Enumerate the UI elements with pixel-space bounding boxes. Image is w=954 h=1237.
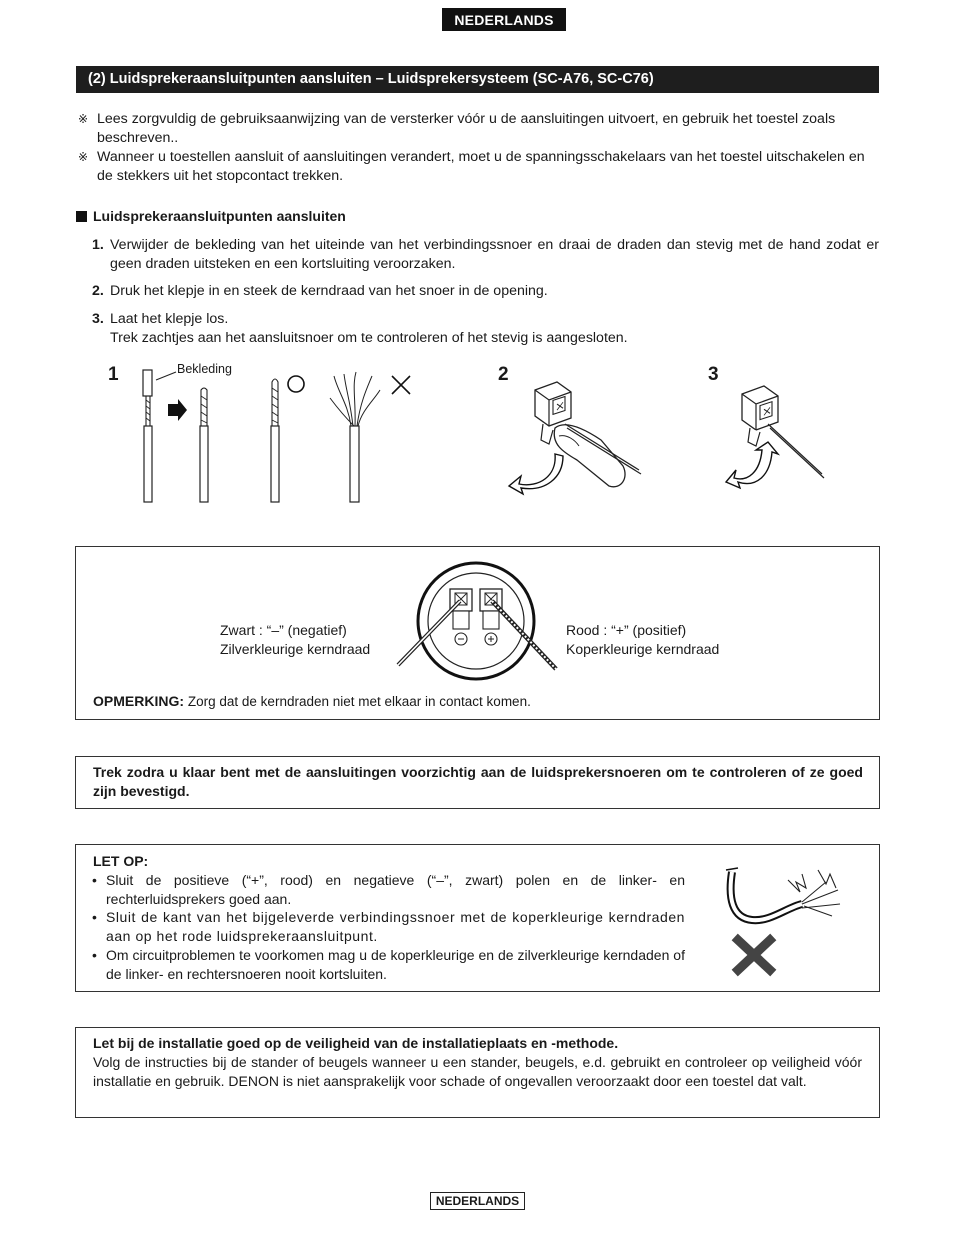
negative-terminal-label: Zwart : “–” (negatief) [220,622,347,638]
note-item [78,148,878,185]
section-title: (2) Luidsprekeraansluitpunten aansluiten – Luidsprekersysteem (SC-A76, SC-C76) [76,66,879,93]
coating-label: Bekleding [177,362,232,376]
release-lever-illustration [728,384,838,496]
caution-item-text: Sluit de positieve (“+”, rood) en negatieve (“–”, zwart) polen en de linker- en rechterluidsprekers goed aan. [106,872,685,907]
step-item [92,282,879,301]
square-bullet-icon [76,211,87,222]
check-connection-box [75,756,880,809]
check-connection-text: Trek zodra u klaar bent met de aansluitingen voorzichtig aan de luidsprekersnoeren om te controleren of ze goed zijn bevestigd. [93,764,863,799]
caution-item [92,908,685,945]
terminal-connection-box [75,546,880,720]
step-text: Laat het klepje los. [110,311,229,327]
figure-3-label: 3 [708,364,719,385]
figure-2-label: 2 [498,364,509,385]
safety-text: Volg de instructies bij de stander of beugels wanneer u een stander, beugels, e.d. gebruikt en controleer op veiligheid vóór installatie en gebruik. DENON is niet aansprakelijk voor schade of ongevallen veroorzaakt door een toestel dat valt. [93,1054,862,1089]
note-item [78,110,878,147]
step-number: 2. [92,283,104,299]
language-tab: NEDERLANDS [442,8,566,31]
bullet-icon: • [92,909,98,925]
note-text: Wanneer u toestellen aansluit of aansluitingen verandert, moet u de spanningsschakelaars van het toestel uitschakelen en de stekkers uit het stopcontact trekken. [97,149,865,184]
caution-item [92,946,685,983]
caution-item-text: Sluit de kant van het bijgeleverde verbindingssnoer met de koperkleurige kerndraden aan op het rode luidsprekeraansluitpunt. [106,909,685,944]
caution-item-text: Om circuitproblemen te voorkomen mag u de koperkleurige en de zilverkleurige kerndaden of de linker- en rechtersnoeren nooit kortsluiten. [106,947,685,982]
step-item [92,236,879,273]
press-lever-illustration [505,378,645,498]
step-text: Verwijder de bekleding van het uiteinde van het verbindingssnoer en draai de draden dan stevig met de hand zodat er geen draden uitsteken en een kortsluiting veroorzaken. [110,237,879,272]
step-text: Druk het klepje in en steek de kerndraad van het snoer in de opening. [110,283,548,299]
terminal-note [93,693,531,709]
silver-core-label: Zilverkleurige kerndraad [220,641,371,657]
step-item [92,310,879,347]
note-text: Lees zorgvuldig de gebruiksaanwijzing van de versterker vóór u de aansluitingen uitvoert, en gebruik het toestel zoals beschreven.. [97,111,836,146]
positive-terminal-label: Rood : “+” (positief) [566,622,687,638]
subsection-title: Luidsprekeraansluitpunten aansluiten [93,208,346,224]
bullet-icon: • [92,872,97,888]
step-number: 1. [92,237,104,253]
caution-title: LET OP: [93,853,149,869]
copper-core-label: Koperkleurige kerndraad [566,641,720,657]
bullet-icon: • [92,947,97,963]
safety-title: Let bij de installatie goed op de veiligheid van de installatieplaats en -methode. [93,1035,619,1051]
figure-1-label: 1 [108,364,119,385]
wire-stripping-illustration [130,360,430,505]
note-text: Zorg dat de kerndraden niet met elkaar in contact komen. [187,694,531,709]
step-number: 3. [92,311,104,327]
installation-safety-box [75,1027,880,1118]
note-mark: ※ [78,150,89,164]
note-label: OPMERKING: [93,693,184,709]
short-circuit-warning-illustration [722,858,846,976]
subsection-heading [76,208,346,224]
caution-item [92,871,685,908]
step-text-second-line: Trek zachtjes aan het aansluitsnoer om te controleren of het stevig is aangesloten. [110,329,628,346]
footer-language-tag: NEDERLANDS [430,1192,525,1210]
speaker-terminal-illustration [396,561,556,681]
note-mark: ※ [78,112,89,126]
